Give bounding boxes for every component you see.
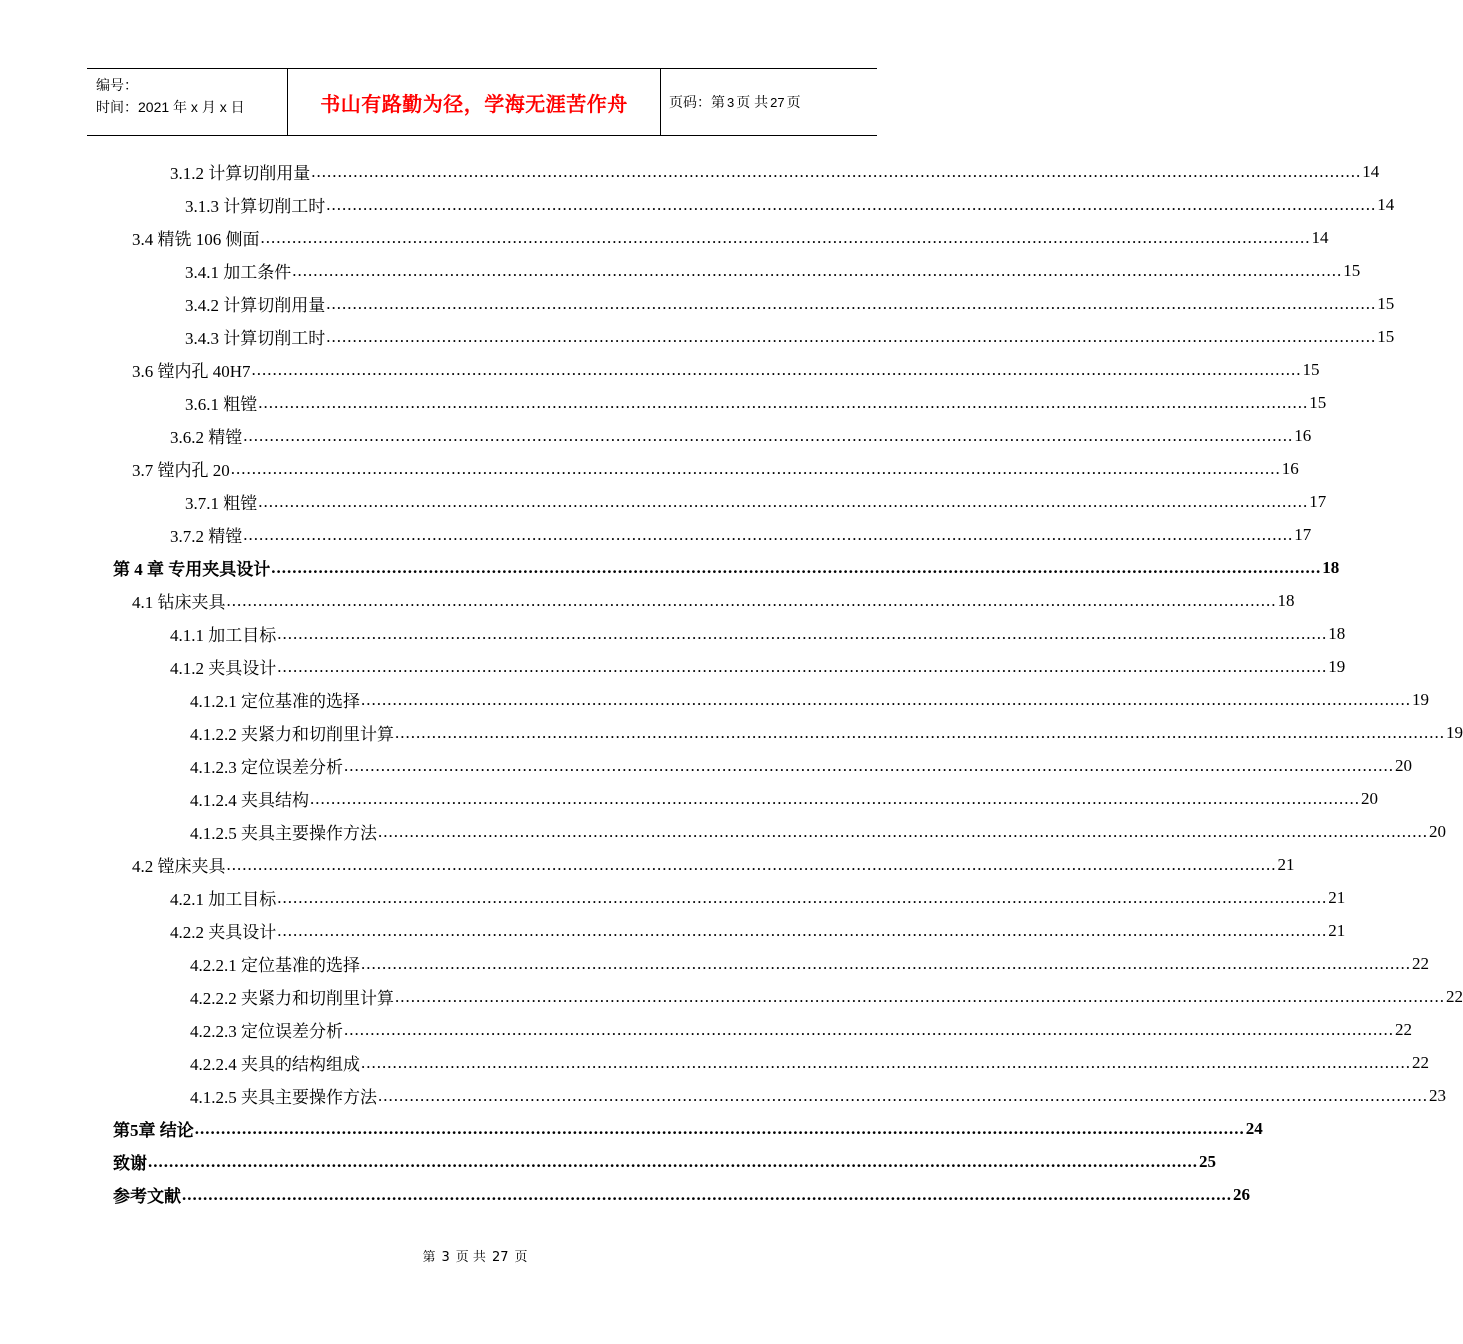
toc-entry[interactable] [190,683,1429,716]
toc-entry[interactable] [185,386,1327,419]
header-slogan: 书山有路勤为径，学海无涯苦作舟 [320,91,628,116]
page-total: 27 [770,94,785,110]
toc-leader-dots: ........................................................................................................................................................................................................ [226,590,1277,610]
toc-entry-title: 4.2.1 加工目标 [170,890,277,909]
toc-entry[interactable] [190,1046,1429,1079]
toc-entry-page: 26 [1233,1184,1250,1204]
toc-entry[interactable] [170,914,1346,947]
toc-leader-dots: ........................................................................................................................................................................................................ [182,1184,1232,1204]
toc-entry-title: 3.6.2 精镗 [170,428,243,447]
document-number-label: 编号： [96,77,138,93]
footer-suffix: 页 [514,1250,528,1265]
toc-entry-page: 25 [1199,1151,1216,1171]
toc-entry-title: 4.2 镗床夹具 [132,857,226,876]
toc-entry-title: 4.1.2 夹具设计 [170,659,277,678]
toc-entry-title: 4.2.2.3 定位误差分析 [190,1022,343,1041]
toc-leader-dots: ........................................................................................................................................................................................................ [226,854,1277,874]
toc-entry-page: 22 [1395,1019,1412,1039]
toc-leader-dots: ........................................................................................................................................................................................................ [344,1019,1394,1039]
toc-entry-page: 18 [1322,557,1340,577]
toc-leader-dots: ........................................................................................................................................................................................................ [277,623,1328,643]
toc-entry[interactable] [113,1112,1263,1145]
time-label: 时间： [96,99,138,115]
toc-entry[interactable] [170,155,1380,188]
toc-entry-page: 19 [1446,722,1463,742]
toc-leader-dots: ........................................................................................................................................................................................................ [378,1085,1428,1105]
toc-entry-page: 15 [1302,359,1320,379]
footer-mid: 页 共 [455,1250,486,1265]
toc-entry-title: 4.1.2.5 夹具主要操作方法 [190,1088,377,1107]
toc-leader-dots: ........................................................................................................................................................................................................ [271,557,1322,577]
toc-leader-dots: ........................................................................................................................................................................................................ [277,656,1328,676]
toc-entry-title: 3.6 镗内孔 40H7 [132,362,251,381]
toc-entry-page: 18 [1277,590,1295,610]
footer-current-page: 3 [441,1250,450,1265]
toc-entry[interactable] [113,1145,1216,1178]
toc-leader-dots: ........................................................................................................................................................................................................ [277,887,1328,907]
toc-entry[interactable] [190,980,1463,1013]
toc-entry-page: 15 [1377,293,1395,313]
toc-entry-page: 20 [1395,755,1412,775]
toc-entry-page: 19 [1412,689,1429,709]
footer-total-pages: 27 [491,1250,509,1265]
toc-entry-title: 3.7.2 精镗 [170,527,243,546]
toc-leader-dots: ........................................................................................................................................................................................................ [344,755,1394,775]
toc-entry-title: 4.2.2.4 夹具的结构组成 [190,1055,360,1074]
toc-entry-title: 致谢 [113,1154,147,1173]
toc-entry-title: 4.1.1 加工目标 [170,626,277,645]
toc-entry[interactable] [170,881,1346,914]
toc-entry[interactable] [190,947,1429,980]
toc-entry-page: 14 [1362,161,1380,181]
toc-entry-title: 3.4.3 计算切削工时 [185,329,326,348]
toc-leader-dots: ........................................................................................................................................................................................................ [258,491,1309,511]
toc-entry-page: 22 [1412,953,1429,973]
toc-entry-page: 24 [1245,1118,1263,1138]
toc-entry[interactable] [190,1079,1446,1112]
toc-leader-dots: ........................................................................................................................................................................................................ [243,425,1294,445]
page-footer [0,1246,950,1265]
toc-entry[interactable] [190,815,1446,848]
toc-entry-title: 4.1.2.4 夹具结构 [190,791,309,810]
toc-entry[interactable] [132,848,1295,881]
toc-entry-title: 4.2.2.1 定位基准的选择 [190,956,360,975]
toc-entry[interactable] [190,782,1378,815]
toc-entry[interactable] [185,485,1327,518]
page-current: 3 [727,94,735,110]
document-time-line [96,96,287,118]
toc-entry-page: 14 [1311,227,1329,247]
toc-leader-dots: ........................................................................................................................................................................................................ [361,689,1411,709]
toc-entry-title: 4.1.2.1 定位基准的选择 [190,692,360,711]
page-mid: 页 共 [736,94,769,110]
toc-entry-page: 23 [1429,1085,1446,1105]
toc-entry[interactable] [132,452,1299,485]
toc-entry-page: 20 [1429,821,1446,841]
toc-entry[interactable] [113,1178,1250,1211]
page-label: 页码：第 [669,94,725,110]
toc-leader-dots: ........................................................................................................................................................................................................ [277,920,1328,940]
toc-leader-dots: ........................................................................................................................................................................................................ [148,1151,1198,1171]
toc-entry-page: 21 [1328,920,1346,940]
toc-entry-page: 17 [1294,524,1312,544]
toc-entry[interactable] [170,650,1346,683]
toc-leader-dots: ........................................................................................................................................................................................................ [292,260,1343,280]
time-year: 2021 [138,99,170,115]
toc-entry-title: 3.4 精铣 106 侧面 [132,230,260,249]
toc-entry[interactable] [170,617,1346,650]
page-header [87,68,877,136]
toc-entry-page: 16 [1294,425,1312,445]
toc-entry[interactable] [132,584,1295,617]
toc-entry-page: 22 [1412,1052,1429,1072]
toc-entry-title: 4.2.2 夹具设计 [170,923,277,942]
toc-entry-page: 20 [1361,788,1378,808]
toc-entry-title: 3.1.3 计算切削工时 [185,197,326,216]
toc-entry[interactable] [170,518,1312,551]
toc-entry-page: 17 [1309,491,1327,511]
toc-entry-title: 4.1.2.5 夹具主要操作方法 [190,824,377,843]
toc-entry-page: 21 [1277,854,1295,874]
toc-entry-title: 参考文献 [113,1187,181,1206]
toc-entry-title: 3.1.2 计算切削用量 [170,164,311,183]
toc-leader-dots: ........................................................................................................................................................................................................ [260,227,1311,247]
toc-entry[interactable] [113,551,1340,584]
toc-entry[interactable] [185,320,1395,353]
header-meta-cell [87,69,288,135]
toc-entry-page: 15 [1343,260,1361,280]
toc-entry[interactable] [132,353,1320,386]
toc-leader-dots: ........................................................................................................................................................................................................ [326,326,1377,346]
toc-entry-page: 19 [1328,656,1346,676]
toc-leader-dots: ........................................................................................................................................................................................................ [361,953,1411,973]
toc-leader-dots: ........................................................................................................................................................................................................ [395,722,1445,742]
toc-entry-title: 3.7.1 粗镗 [185,494,258,513]
toc-leader-dots: ........................................................................................................................................................................................................ [258,392,1309,412]
toc-entry[interactable] [185,287,1395,320]
toc-entry-title: 4.1.2.3 定位误差分析 [190,758,343,777]
toc-entry-page: 16 [1281,458,1299,478]
toc-entry-page: 21 [1328,887,1346,907]
toc-entry[interactable] [132,221,1329,254]
toc-leader-dots: ........................................................................................................................................................................................................ [251,359,1302,379]
toc-entry-title: 4.2.2.2 夹紧力和切削里计算 [190,989,394,1008]
toc-entry-title: 3.4.2 计算切削用量 [185,296,326,315]
toc-entry-title: 4.1.2.2 夹紧力和切削里计算 [190,725,394,744]
toc-entry[interactable] [185,188,1395,221]
toc-entry-title: 3.7 镗内孔 20 [132,461,230,480]
toc-entry-page: 22 [1446,986,1463,1006]
toc-entry-title: 4.1 钻床夹具 [132,593,226,612]
toc-leader-dots: ........................................................................................................................................................................................................ [361,1052,1411,1072]
header-page-cell [661,69,877,135]
page-end: 页 [786,94,801,110]
toc-leader-dots: ........................................................................................................................................................................................................ [194,1118,1245,1138]
toc-entry[interactable] [190,1013,1412,1046]
toc-leader-dots: ........................................................................................................................................................................................................ [230,458,1281,478]
toc-entry[interactable] [190,749,1412,782]
toc-leader-dots: ........................................................................................................................................................................................................ [243,524,1294,544]
toc-entry-page: 15 [1309,392,1327,412]
header-slogan-cell [288,69,661,135]
toc-entry-page: 15 [1377,326,1395,346]
toc-leader-dots: ........................................................................................................................................................................................................ [326,293,1377,313]
toc-leader-dots: ........................................................................................................................................................................................................ [378,821,1428,841]
toc-leader-dots: ........................................................................................................................................................................................................ [310,788,1360,808]
toc-entry[interactable] [190,716,1463,749]
toc-leader-dots: ........................................................................................................................................................................................................ [326,194,1377,214]
toc-entry-title: 第 4 章 专用夹具设计 [113,560,271,579]
toc-entry-title: 3.4.1 加工条件 [185,263,292,282]
time-rest: 年 x 月 x 日 [169,99,245,115]
toc-entry-page: 14 [1377,194,1395,214]
toc-entry[interactable] [185,254,1361,287]
toc-entry[interactable] [170,419,1312,452]
toc-leader-dots: ........................................................................................................................................................................................................ [395,986,1445,1006]
toc-entry-title: 第5章 结论 [113,1121,194,1140]
toc-entry-title: 3.6.1 粗镗 [185,395,258,414]
footer-prefix: 第 [422,1250,436,1265]
toc-leader-dots: ........................................................................................................................................................................................................ [311,161,1362,181]
toc-entry-page: 18 [1328,623,1346,643]
